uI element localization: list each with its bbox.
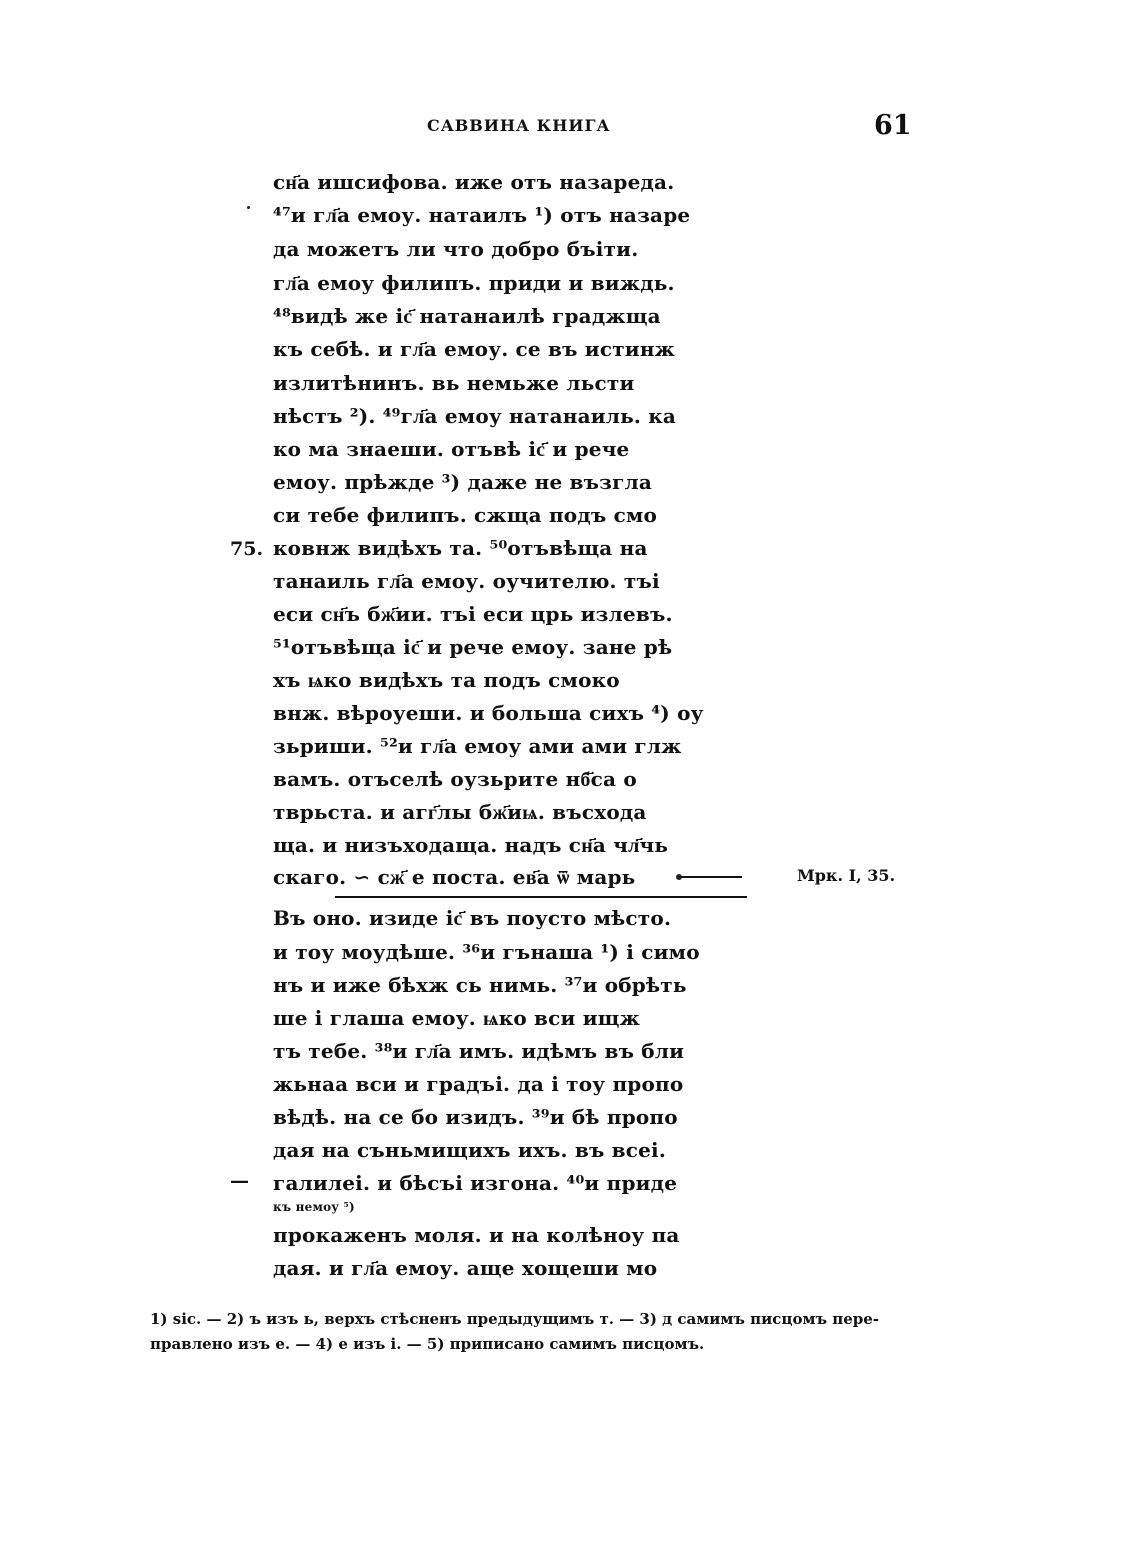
text-line: ше і глаша емоу. ѩко вси ищж [273, 1006, 640, 1030]
text-line: хъ ѩко видѣхъ та подъ смоко [273, 668, 620, 692]
folio-marker: 75. [230, 538, 264, 560]
text-line: внж. вѣроуеши. и больша сихъ ⁴) оу [273, 701, 704, 725]
text-line: емоу. прѣжде ³) даже не възгла [273, 470, 653, 494]
text-line: жьнаа вси и градъі. да і тоу пропо [273, 1072, 684, 1096]
text-line: гл҃а емоу филипъ. приди и виждь. [273, 271, 675, 295]
section-divider [335, 896, 747, 898]
page-number: 61 [874, 110, 912, 141]
text-line: дая на съньмищихъ ихъ. въ всеі. [273, 1138, 667, 1162]
text-line: излитѣнинъ. вь немьже льсти [273, 371, 635, 395]
text-line: галилеі. и бѣсъі изгона. ⁴⁰и приде [273, 1171, 678, 1195]
text-line: скаго. ∽ сж҃ е поста. ев҃а ѿ марь [273, 865, 636, 889]
text-line: къ себѣ. и гл҃а емоу. се въ истинж [273, 337, 676, 361]
interlinear-addition: къ немоу ⁵) [273, 1200, 355, 1214]
text-line: нъ и иже бѣхж сь нимь. ³⁷и обрѣть [273, 973, 687, 997]
text-line: зьриши. ⁵²и гл҃а емоу ами ами глж [273, 734, 682, 758]
text-line: ⁴⁸видѣ же іс҃ натанаилѣ граджща [273, 304, 661, 328]
footnote-line: 1) sic. — 2) ъ изъ ь, верхъ стѣсненъ предыдущимъ т. — 3) д самимъ писцомъ пере- [150, 1310, 880, 1328]
footnote-line: правлено изъ е. — 4) е изъ і. — 5) приписано самимъ писцомъ. [150, 1335, 705, 1353]
text-line: прокаженъ моля. и на колѣноу па [273, 1223, 680, 1247]
text-line: Въ оно. изиде іс҃ въ поусто мѣсто. [273, 906, 672, 930]
text-line: танаиль гл҃а емоу. оучителю. тъі [273, 569, 660, 593]
running-title: САВВИНА КНИГА [427, 116, 611, 135]
text-line: сн҃а ишсифова. иже отъ назареда. [273, 170, 675, 194]
text-line: ⁴⁷и гл҃а емоу. натаилъ ¹) отъ назаре [273, 203, 691, 227]
dash-marker: — [230, 1170, 249, 1192]
text-line: ковнж видѣхъ та. ⁵⁰отъвѣща на [273, 536, 648, 560]
text-line: си тебе филипъ. сжща подъ смо [273, 503, 658, 527]
text-line: да можетъ ли что добро бъіти. [273, 237, 639, 261]
pointer-dot [676, 874, 682, 880]
text-line: ко ма знаеши. отъвѣ іс҃ и рече [273, 437, 630, 461]
text-line: нѣстъ ²). ⁴⁹гл҃а емоу натанаиль. ка [273, 404, 677, 428]
text-line: вѣдѣ. на се бо изидъ. ³⁹и бѣ пропо [273, 1105, 678, 1129]
ink-dot [247, 206, 250, 209]
text-line: и тоу моудѣше. ³⁶и гънаша ¹) і симо [273, 940, 700, 964]
text-line: тъ тебе. ³⁸и гл҃а имъ. идѣмъ въ бли [273, 1039, 685, 1063]
text-line: вамъ. отъселѣ оузьрите нб҃са о [273, 767, 637, 791]
margin-reference: Мрк. I, 35. [797, 866, 896, 885]
pointer-rule [680, 876, 742, 878]
text-line: ща. и низъходаща. надъ сн҃а чл҃чь [273, 833, 669, 857]
text-line: тврьста. и агг҃лы бж҃иѩ. въсхода [273, 800, 647, 824]
text-line: ⁵¹отъвѣща іс҃ и рече емоу. зане рѣ [273, 635, 673, 659]
text-line: еси сн҃ъ бж҃ии. тъі еси црь излевъ. [273, 602, 673, 626]
text-line: дая. и гл҃а емоу. аще хощеши мо [273, 1256, 658, 1280]
